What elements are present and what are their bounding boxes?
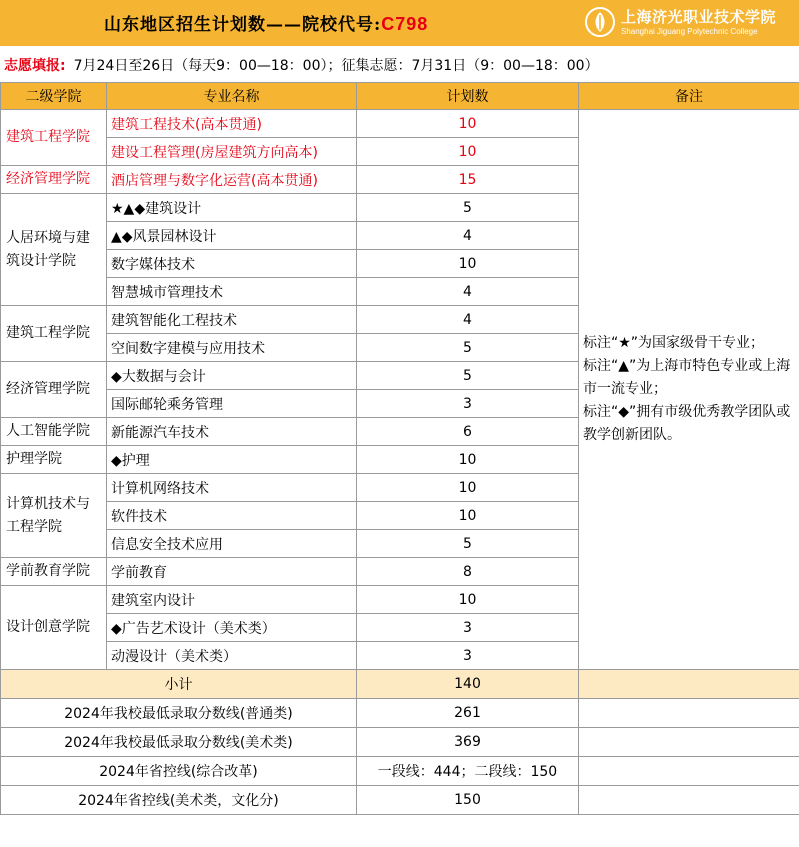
summary-row	[1, 728, 799, 757]
table-header-row	[1, 83, 799, 110]
major-cell: 软件技术	[107, 502, 357, 530]
summary-row	[1, 786, 799, 815]
plan-cell: 10	[357, 446, 579, 474]
major-cell: 建设工程管理(房屋建筑方向高本)	[107, 138, 357, 166]
dept-cell: 建筑工程学院	[1, 306, 107, 362]
plan-cell: 3	[357, 614, 579, 642]
major-cell: 新能源汽车技术	[107, 418, 357, 446]
plan-cell: 4	[357, 306, 579, 334]
summary-value: 150	[357, 786, 579, 815]
summary-blank	[579, 699, 799, 728]
major-cell: 建筑室内设计	[107, 586, 357, 614]
plan-cell: 5	[357, 334, 579, 362]
summary-row	[1, 670, 799, 699]
title-text: 山东地区招生计划数——院校代号:	[104, 15, 382, 35]
major-cell: ◆广告艺术设计（美术类）	[107, 614, 357, 642]
summary-value: 140	[357, 670, 579, 699]
summary-label: 2024年省控线(综合改革)	[1, 757, 357, 786]
remark-cell	[579, 110, 799, 670]
major-cell: ▲◆风景园林设计	[107, 222, 357, 250]
page-header	[0, 0, 799, 46]
major-cell: 国际邮轮乘务管理	[107, 390, 357, 418]
dept-cell: 经济管理学院	[1, 166, 107, 194]
school-code: C798	[381, 14, 429, 34]
remark-line: 标注“▲”为上海市特色专业或上海市一流专业；	[583, 358, 791, 397]
summary-value: 261	[357, 699, 579, 728]
plan-cell: 6	[357, 418, 579, 446]
dept-cell: 学前教育学院	[1, 558, 107, 586]
major-cell: 学前教育	[107, 558, 357, 586]
plan-cell: 15	[357, 166, 579, 194]
dept-cell: 人居环境与建筑设计学院	[1, 194, 107, 306]
major-cell: ◆护理	[107, 446, 357, 474]
dept-cell: 计算机技术与工程学院	[1, 474, 107, 558]
plan-cell: 5	[357, 530, 579, 558]
page-title	[104, 10, 428, 35]
major-cell: 计算机网络技术	[107, 474, 357, 502]
plan-cell: 4	[357, 278, 579, 306]
plan-cell: 10	[357, 138, 579, 166]
plan-cell: 8	[357, 558, 579, 586]
major-cell: 动漫设计（美术类）	[107, 642, 357, 670]
summary-label: 2024年省控线(美术类，文化分)	[1, 786, 357, 815]
major-cell: 酒店管理与数字化运营(高本贯通)	[107, 166, 357, 194]
table-row	[1, 110, 799, 138]
plan-cell: 10	[357, 110, 579, 138]
summary-blank	[579, 670, 799, 699]
major-cell: ★▲◆建筑设计	[107, 194, 357, 222]
plan-cell: 10	[357, 250, 579, 278]
major-cell: 建筑智能化工程技术	[107, 306, 357, 334]
school-name-en: Shanghai Jiguang Polytechnic College	[621, 27, 758, 36]
remark-line: 标注“◆”拥有市级优秀教学团队或教学创新团队。	[583, 404, 791, 443]
header-major: 专业名称	[107, 83, 357, 110]
plan-cell: 4	[357, 222, 579, 250]
plan-cell: 3	[357, 642, 579, 670]
summary-row	[1, 699, 799, 728]
summary-row	[1, 757, 799, 786]
remark-line: 标注“★”为国家级骨干专业；	[583, 335, 765, 351]
major-cell: 智慧城市管理技术	[107, 278, 357, 306]
summary-blank	[579, 728, 799, 757]
summary-label: 小计	[1, 670, 357, 699]
plan-cell: 5	[357, 194, 579, 222]
major-cell: ◆大数据与会计	[107, 362, 357, 390]
dept-cell: 人工智能学院	[1, 418, 107, 446]
school-name-cn: 上海济光职业技术学院	[621, 8, 777, 26]
dept-cell: 护理学院	[1, 446, 107, 474]
summary-blank	[579, 786, 799, 815]
school-logo-icon	[584, 6, 616, 38]
major-cell: 信息安全技术应用	[107, 530, 357, 558]
header-plan: 计划数	[357, 83, 579, 110]
summary-value: 369	[357, 728, 579, 757]
summary-blank	[579, 757, 799, 786]
major-cell: 建筑工程技术(高本贯通)	[107, 110, 357, 138]
header-remark: 备注	[579, 83, 799, 110]
enrollment-table	[0, 82, 799, 815]
plan-cell: 10	[357, 502, 579, 530]
dept-cell: 建筑工程学院	[1, 110, 107, 166]
info-text: 7月24日至26日（每天9：00—18：00）；征集志愿：7月31日（9：00—18：00）	[73, 57, 599, 74]
info-label: 志愿填报:	[4, 57, 66, 74]
plan-cell: 5	[357, 362, 579, 390]
dept-cell: 设计创意学院	[1, 586, 107, 670]
summary-label: 2024年我校最低录取分数线(普通类)	[1, 699, 357, 728]
header-dept: 二级学院	[1, 83, 107, 110]
application-info	[0, 48, 799, 81]
major-cell: 空间数字建模与应用技术	[107, 334, 357, 362]
plan-cell: 3	[357, 390, 579, 418]
plan-cell: 10	[357, 586, 579, 614]
plan-cell: 10	[357, 474, 579, 502]
summary-value: 一段线：444；二段线：150	[357, 757, 579, 786]
summary-label: 2024年我校最低录取分数线(美术类)	[1, 728, 357, 757]
major-cell: 数字媒体技术	[107, 250, 357, 278]
dept-cell: 经济管理学院	[1, 362, 107, 418]
